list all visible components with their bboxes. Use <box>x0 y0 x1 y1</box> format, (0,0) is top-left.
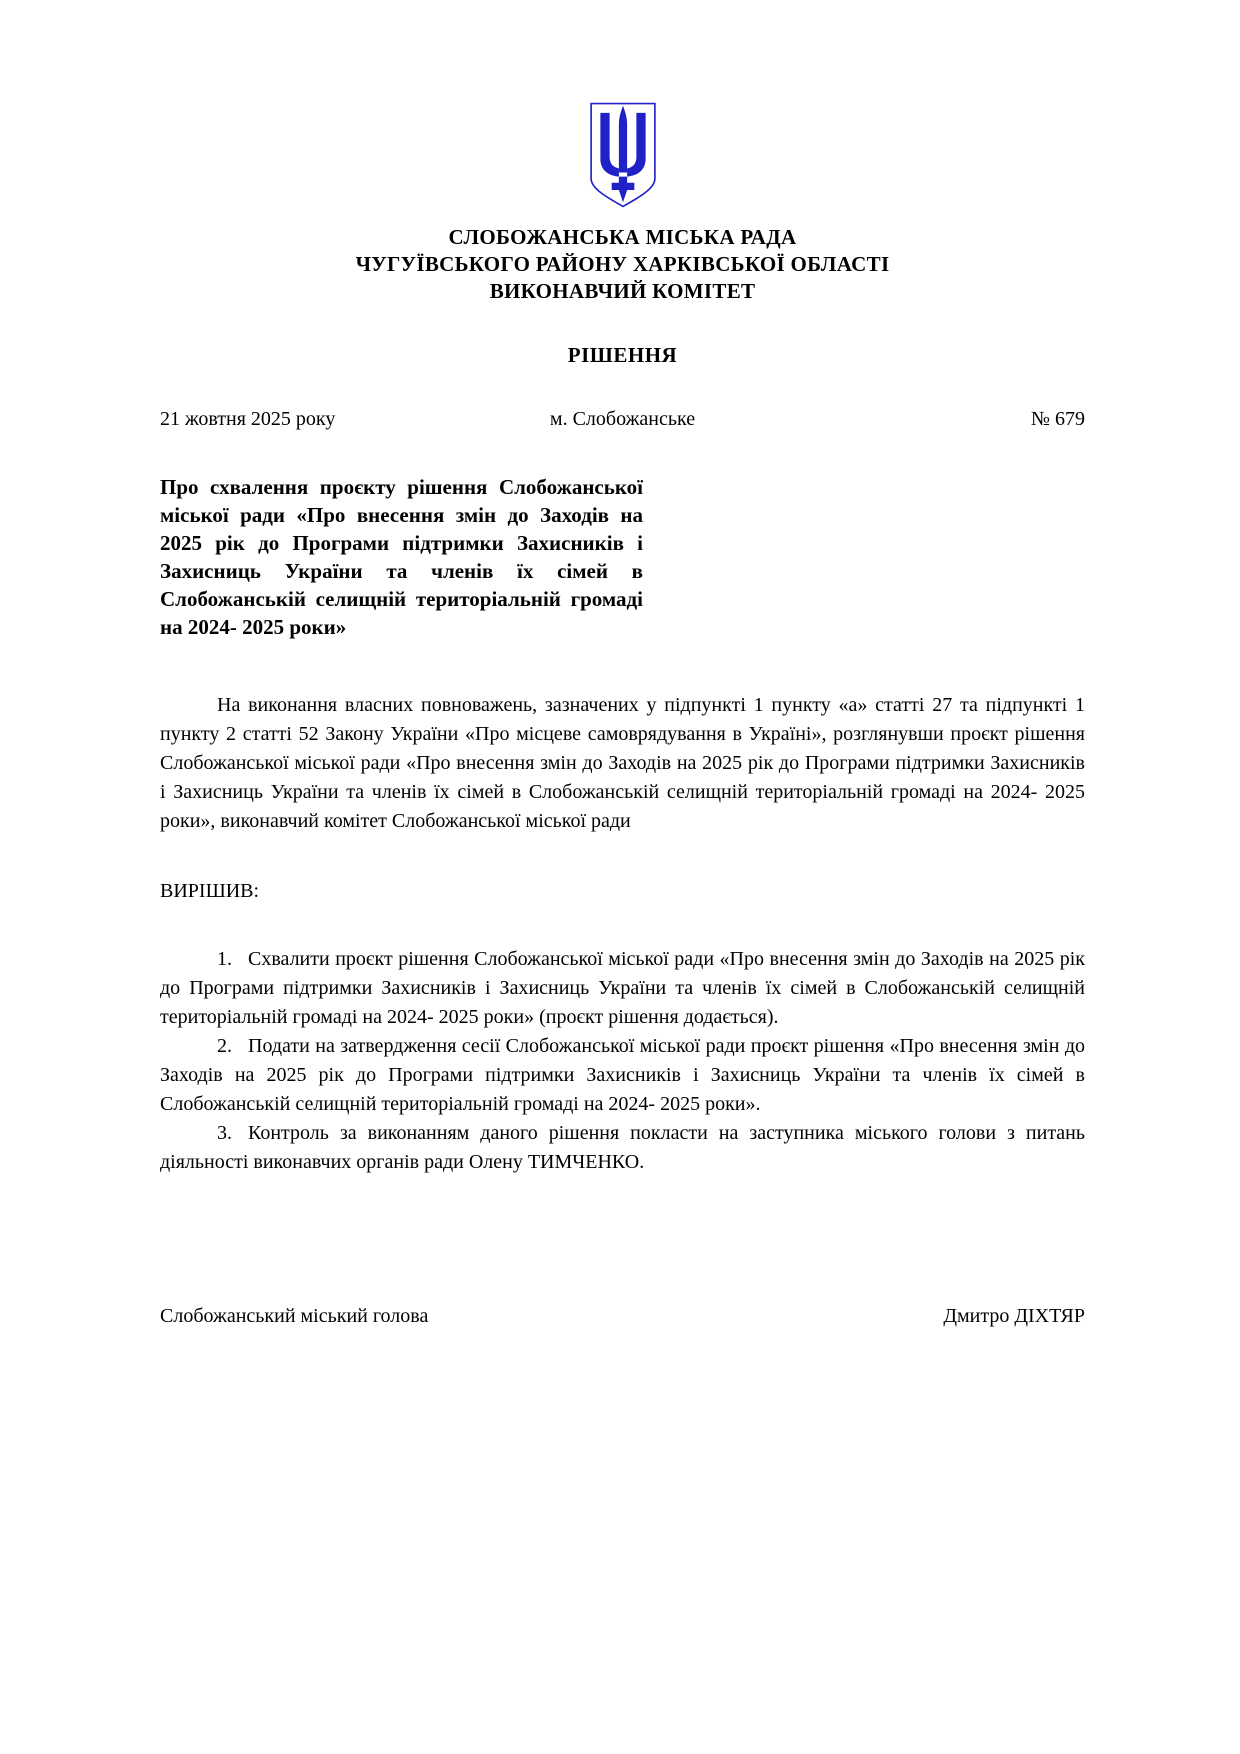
signer-name: Дмитро ДІХТЯР <box>943 1305 1085 1327</box>
resolution-item-3 <box>160 1119 1085 1177</box>
resolution-item-2 <box>160 1032 1085 1119</box>
document-subject: Про схвалення проєкту рішення Слобожанської міської ради «Про внесення змін до Заходів на 2025 рік до Програми підтримки Захисників і Захисниць України та членів їх сімей в Слобожанській селищній територіальній громаді на 2024- 2025 роки» <box>160 475 643 639</box>
resolution-item-1 <box>160 945 1085 1032</box>
item-1-text: Схвалити проєкт рішення Слобожанської міської ради «Про внесення змін до Заходів на 2025 рік до Програми підтримки Захисників і Захисниць України та членів їх сімей в Слобожанській селищній територіальній громаді на 2024- 2025 роки» (проєкт рішення додається). <box>160 948 1085 1028</box>
document-meta-row <box>160 408 1085 431</box>
document-type-title: РІШЕННЯ <box>567 343 678 367</box>
signer-title: Слобожанський міський голова <box>160 1305 429 1327</box>
preamble-paragraph: На виконання власних повноважень, зазначених у підпункті 1 пункту «а» статті 27 та підпункті 1 пункту 2 статті 52 Закону України «Про місцеве самоврядування в Україні», розглянувши проєкт рішення Слобожанської міської ради «Про внесення змін до Заходів на 2025 рік до Програми підтримки Захисників і Захисниць України та членів їх сімей в Слобожанській селищній територіальній громаді на 2024- 2025 роки», виконавчий комітет Слобожанської міської ради <box>160 694 1085 832</box>
resolved-label: ВИРІШИВ: <box>160 880 260 902</box>
coat-of-arms-trident-icon <box>587 100 659 210</box>
item-3-number: 3. <box>217 1122 232 1144</box>
signature-row <box>160 1305 1085 1328</box>
item-2-text: Подати на затвердження сесії Слобожанської міської ради проєкт рішення «Про внесення змін до Заходів на 2025 рік до Програми підтримки Захисників і Захисниць України та членів їх сімей в Слобожанській селищній територіальній громаді на 2024- 2025 роки». <box>160 1035 1085 1115</box>
document-date: 21 жовтня 2025 року <box>160 408 336 430</box>
org-district-line: ЧУГУЇВСЬКОГО РАЙОНУ ХАРКІВСЬКОЇ ОБЛАСТІ <box>355 252 890 276</box>
org-name-line: СЛОБОЖАНСЬКА МІСЬКА РАДА <box>448 225 797 249</box>
item-3-text: Контроль за виконанням даного рішення покласти на заступника міського голови з питань діяльності виконавчих органів ради Олену ТИМЧЕНКО. <box>160 1122 1085 1173</box>
document-place: м. Слобожанське <box>549 408 696 430</box>
org-committee-line: ВИКОНАВЧИЙ КОМІТЕТ <box>489 279 756 303</box>
item-1-number: 1. <box>217 948 232 970</box>
resolution-items <box>160 945 1085 1177</box>
document-number: № 679 <box>1030 408 1085 430</box>
item-2-number: 2. <box>217 1035 232 1057</box>
organization-header <box>160 224 1085 305</box>
